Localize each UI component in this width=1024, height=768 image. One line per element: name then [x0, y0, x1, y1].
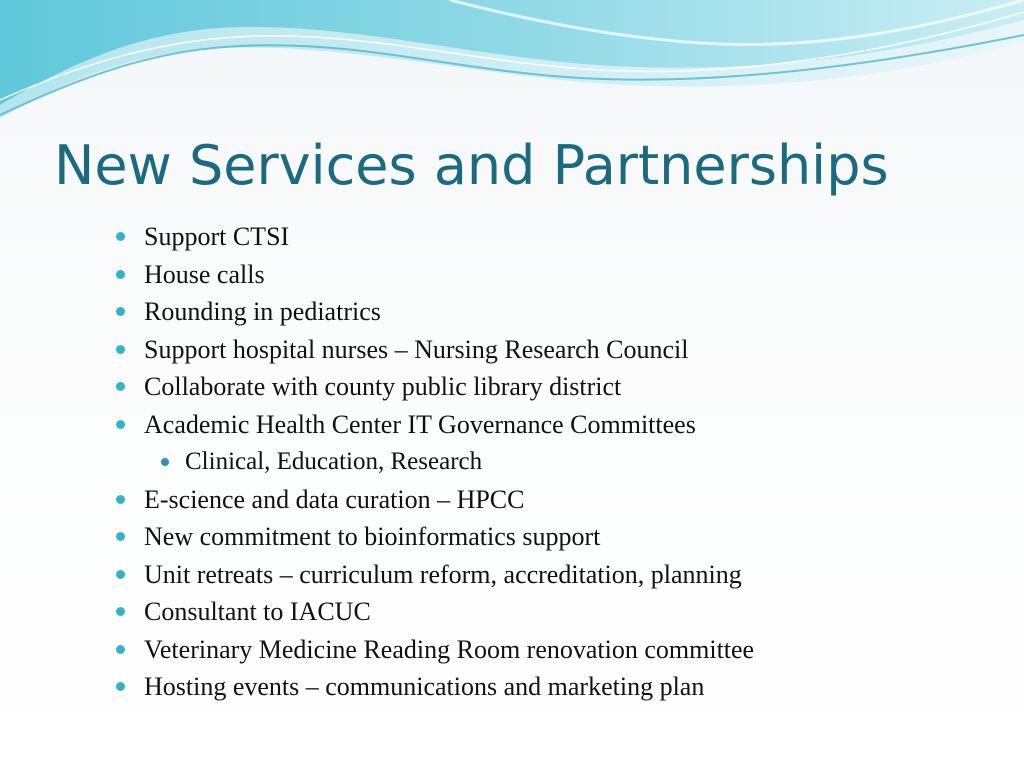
bullet-text: Academic Health Center IT Governance Committees: [144, 409, 696, 439]
bullet-item: [116, 556, 754, 594]
bullet-text: Hosting events – communications and marketing plan: [144, 672, 705, 701]
bullet-text: Consultant to IACUC: [144, 597, 371, 626]
wave-decoration: [0, 0, 1024, 130]
sub-bullet-dot-icon: [161, 458, 169, 466]
bullet-item: [116, 631, 754, 669]
bullet-text: House calls: [144, 259, 265, 289]
bullet-text: E-science and data curation – HPCC: [144, 484, 525, 514]
bullet-text: Rounding in pediatrics: [144, 297, 381, 326]
bullet-text: Unit retreats – curriculum reform, accreditation, planning: [144, 559, 742, 589]
bullet-item: [116, 218, 754, 256]
bullet-dot-icon: [116, 645, 125, 654]
bullet-dot-icon: [116, 270, 125, 279]
bullet-item: [116, 368, 754, 406]
bullet-text: Veterinary Medicine Reading Room renovation committee: [144, 634, 755, 664]
bullet-item: [116, 256, 754, 294]
bullet-text: New commitment to bioinformatics support: [144, 522, 601, 551]
bullet-dot-icon: [116, 382, 125, 391]
bullet-dot-icon: [116, 232, 125, 241]
sub-bullet-item: [116, 443, 754, 481]
bullet-item: [116, 593, 754, 631]
bullet-dot-icon: [116, 420, 125, 429]
bullet-dot-icon: [116, 532, 125, 541]
bullet-dot-icon: [116, 307, 125, 316]
bullet-item: [116, 518, 754, 556]
bullet-dot-icon: [116, 682, 125, 691]
sub-bullet-text: Clinical, Education, Research: [185, 448, 483, 475]
bullet-text: Support hospital nurses – Nursing Research Council: [144, 334, 689, 364]
bullet-item: [116, 481, 754, 519]
bullet-dot-icon: [116, 607, 125, 616]
bullet-text: Support CTSI: [144, 222, 290, 251]
bullet-item: [116, 293, 754, 331]
bullet-dot-icon: [116, 345, 125, 354]
bullet-item: [116, 406, 754, 444]
bullet-dot-icon: [116, 570, 125, 579]
bullet-item: [116, 668, 754, 706]
slide-title: New Services and Partnerships: [54, 134, 889, 197]
bullet-item: [116, 331, 754, 369]
bullet-text: Collaborate with county public library district: [144, 372, 622, 401]
bullet-dot-icon: [116, 495, 125, 504]
bullet-list: [116, 218, 754, 706]
